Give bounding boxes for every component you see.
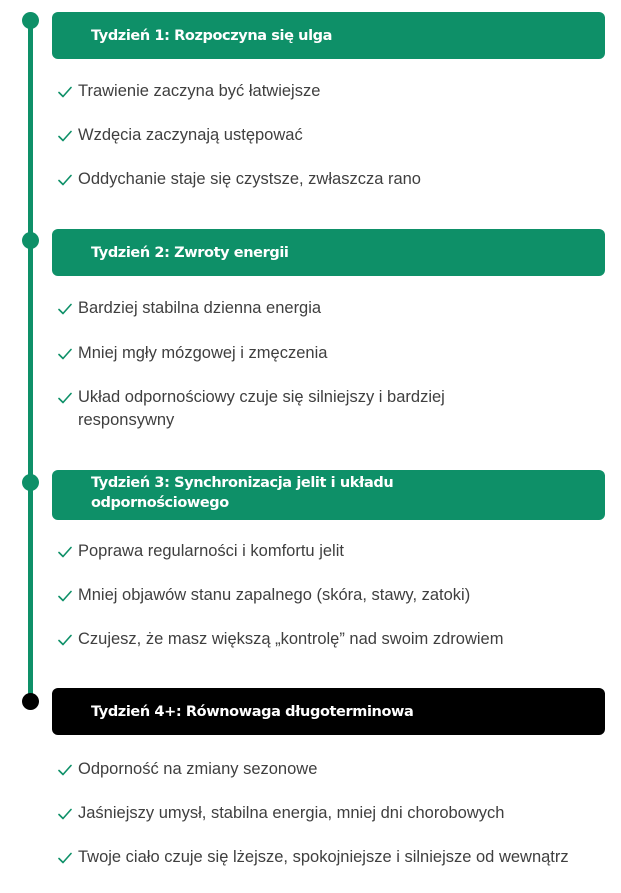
timeline-dot-week-1 bbox=[22, 12, 39, 29]
check-icon bbox=[58, 124, 78, 147]
week-1-item-1-text: Trawienie zaczyna być łatwiejsze bbox=[78, 82, 321, 100]
week-4-item-2-text: Jaśniejszy umysł, stabilna energia, mniej dni chorobowych bbox=[78, 804, 505, 822]
week-3-item-2-text: Mniej objawów stanu zapalnego (skóra, stawy, zatoki) bbox=[78, 586, 471, 604]
week-2-title: Tydzień 2: Zwroty energii bbox=[91, 244, 289, 261]
check-icon bbox=[58, 80, 78, 103]
timeline-line bbox=[28, 20, 33, 702]
week-1-item-2 bbox=[58, 124, 578, 147]
week-3-item-1 bbox=[58, 540, 578, 563]
week-3-item-1-text: Poprawa regularności i komfortu jelit bbox=[78, 542, 344, 560]
week-3-item-3-text: Czujesz, że masz większą „kontrolę” nad swoim zdrowiem bbox=[78, 630, 504, 648]
week-4-title: Tydzień 4+: Równowaga długoterminowa bbox=[91, 703, 414, 720]
week-2-item-1 bbox=[58, 297, 578, 320]
week-3-title: Tydzień 3: Synchronizacja jelit i układu odpornościowego bbox=[91, 475, 394, 511]
week-4-item-2 bbox=[58, 802, 578, 825]
check-icon bbox=[58, 386, 78, 409]
check-icon bbox=[58, 297, 78, 320]
week-3-item-2 bbox=[58, 584, 578, 607]
check-icon bbox=[58, 758, 78, 781]
week-1-title: Tydzień 1: Rozpoczyna się ulga bbox=[91, 27, 333, 44]
week-4-item-1-text: Odporność na zmiany sezonowe bbox=[78, 760, 318, 778]
check-icon bbox=[58, 540, 78, 563]
week-1-item-3 bbox=[58, 168, 578, 191]
check-icon bbox=[58, 584, 78, 607]
week-1-header bbox=[52, 12, 605, 59]
week-3-header bbox=[52, 470, 605, 520]
week-3-item-3 bbox=[58, 628, 578, 651]
week-1-item-1 bbox=[58, 80, 578, 103]
check-icon bbox=[58, 168, 78, 191]
week-4-item-3-text: Twoje ciało czuje się lżejsze, spokojniejsze i silniejsze od wewnątrz bbox=[78, 848, 569, 866]
week-2-item-2 bbox=[58, 342, 578, 365]
week-2-item-1-text: Bardziej stabilna dzienna energia bbox=[78, 299, 322, 317]
timeline-dot-week-4 bbox=[22, 693, 39, 710]
week-2-header bbox=[52, 229, 605, 276]
week-4-item-1 bbox=[58, 758, 578, 781]
week-1-item-2-text: Wzdęcia zaczynają ustępować bbox=[78, 126, 303, 144]
check-icon bbox=[58, 846, 78, 869]
timeline-dot-week-3 bbox=[22, 474, 39, 491]
week-4-header bbox=[52, 688, 605, 735]
check-icon bbox=[58, 342, 78, 365]
week-2-item-2-text: Mniej mgły mózgowej i zmęczenia bbox=[78, 344, 328, 362]
timeline-dot-week-2 bbox=[22, 232, 39, 249]
check-icon bbox=[58, 628, 78, 651]
week-2-item-3-text: Układ odpornościowy czuje się silniejszy i bardziej responsywny bbox=[78, 388, 445, 429]
week-1-item-3-text: Oddychanie staje się czystsze, zwłaszcza rano bbox=[78, 170, 421, 188]
week-4-item-3 bbox=[58, 846, 578, 869]
check-icon bbox=[58, 802, 78, 825]
week-2-item-3 bbox=[58, 386, 578, 432]
